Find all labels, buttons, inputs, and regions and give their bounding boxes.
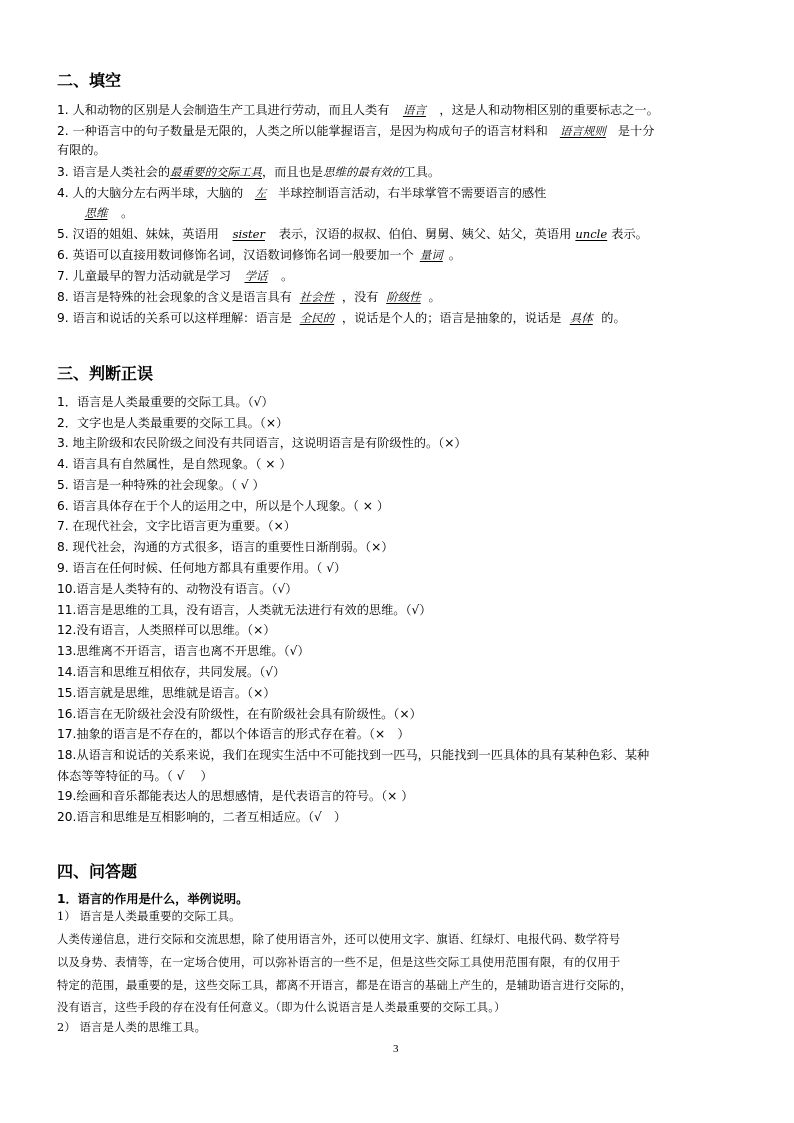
judge-item: 15.语言就是思维，思维就是语言。（×） xyxy=(57,686,276,700)
section-heading-true-false: 三、判断正误 xyxy=(57,364,154,383)
judge-item: 10.语言是人类特有的、动物没有语言。（√） xyxy=(57,582,298,596)
section-heading-fill-blank: 二、填空 xyxy=(57,71,122,90)
page-number: 3 xyxy=(393,1043,399,1055)
judge-item: 16.语言在无阶级社会没有阶级性，在有阶级社会具有阶级性。（×） xyxy=(57,707,422,721)
judge-item: 9. 语言在任何时候、任何地方都具有重要作用。（ √） xyxy=(57,561,347,575)
fill-item-6: 6. 英语可以直接用数词修饰名词，汉语数词修饰名词一般要加一个 量词 。 xyxy=(57,248,461,262)
qa-answer-line: 人类传递信息，进行交际和交流思想，除了使用语言外，还可以使用文字、旗语、红绿灯、电报代码、数学符号 xyxy=(57,933,621,946)
fill-item-7: 7. 儿童最早的智力活动就是学习 学话 。 xyxy=(57,269,294,283)
judge-item: 1．语言是人类最重要的交际工具。（√） xyxy=(57,395,274,409)
fill-item-1: 1. 人和动物的区别是人会制造生产工具进行劳动，而且人类有 语言 ，这是人和动物相区别的重要标志之一。 xyxy=(57,103,659,117)
judge-item: 5. 语言是一种特殊的社会现象。（ √ ） xyxy=(57,478,265,492)
judge-item: 20.语言和思维是互相影响的，二者互相适应。（√ ） xyxy=(57,810,347,824)
judge-item: 3. 地主阶级和农民阶级之间没有共同语言，这说明语言是有阶级性的。（×） xyxy=(57,436,467,450)
judge-item: 18.从语言和说话的关系来说，我们在现实生活中不可能找到一匹马，只能找到一匹具体的具有某种色彩、某种 xyxy=(57,748,650,762)
judge-item: 2．文字也是人类最重要的交际工具。（×） xyxy=(57,416,289,430)
section-heading-qa: 四、问答题 xyxy=(57,862,138,881)
fill-item-2: 2. 一种语言中的句子数量是无限的，人类之所以能掌握语言，是因为构成句子的语言材料和 语言规则 是十分 xyxy=(57,124,655,138)
fill-item-3: 3. 语言是人类社会的最重要的交际工具，而且也是思维的最有效的工具。 xyxy=(57,165,441,179)
fill-item-2-cont: 有限的。 xyxy=(57,143,106,157)
judge-item: 13.思维离不开语言，语言也离不开思维。（√） xyxy=(57,644,310,658)
judge-item: 19.绘画和音乐都能表达人的思想感情，是代表语言的符号。（× ） xyxy=(57,789,414,803)
judge-item: 14.语言和思维互相依存，共同发展。（√） xyxy=(57,665,286,679)
judge-item: 4. 语言具有自然属性，是自然现象。（ × ） xyxy=(57,457,292,471)
qa-answer-line: 2） 语言是人类的思维工具。 xyxy=(57,1021,207,1034)
judge-item: 12.没有语言，人类照样可以思维。（×） xyxy=(57,623,276,637)
judge-item: 6. 语言具体存在于个人的运用之中，所以是个人现象。（ × ） xyxy=(57,499,390,513)
judge-item-cont: 体态等等特征的马。（ √ ） xyxy=(57,769,213,783)
fill-item-5: 5. 汉语的姐姐、妹妹，英语用 sister 表示，汉语的叔叔、伯伯、舅舅、姨父、姑父，英语用 uncle 表示。 xyxy=(57,227,648,241)
fill-item-9: 9. 语言和说话的关系可以这样理解：语言是 全民的 ，说话是个人的；语言是抽象的，说话是 具体 的。 xyxy=(57,311,626,325)
qa-question-1: 1．语言的作用是什么，举例说明。 xyxy=(57,892,249,906)
judge-item: 17.抽象的语言是不存在的，都以个体语言的形式存在着。（× ） xyxy=(57,727,410,741)
fill-item-4-cont: 思维 。 xyxy=(84,206,134,220)
judge-item: 11.语言是思维的工具，没有语言，人类就无法进行有效的思维。（√） xyxy=(57,603,432,617)
fill-item-4: 4. 人的大脑分左右两半球，大脑的 左 半球控制语言活动，右半球掌管不需要语言的感性 xyxy=(57,186,547,200)
fill-item-8: 8. 语言是特殊的社会现象的含义是语言具有 社会性 ，没有 阶级性 。 xyxy=(57,290,441,304)
judge-item: 8. 现代社会，沟通的方式很多，语言的重要性日渐削弱。（×） xyxy=(57,540,394,554)
judge-item: 7. 在现代社会，文字比语言更为重要。（×） xyxy=(57,519,296,533)
qa-answer-line: 1） 语言是人类最重要的交际工具。 xyxy=(57,910,241,923)
qa-answer-line: 特定的范围，最重要的是，这些交际工具，都离不开语言，都是在语言的基础上产生的，是辅助语言进行交际的， xyxy=(57,979,632,992)
qa-answer-line: 以及身势、表情等，在一定场合使用，可以弥补语言的一些不足，但是这些交际工具使用范围有限，有的仅用于 xyxy=(57,956,621,969)
qa-answer-line: 没有语言，这些手段的存在没有任何意义。（即为什么说语言是人类最重要的交际工具。） xyxy=(57,1001,506,1014)
